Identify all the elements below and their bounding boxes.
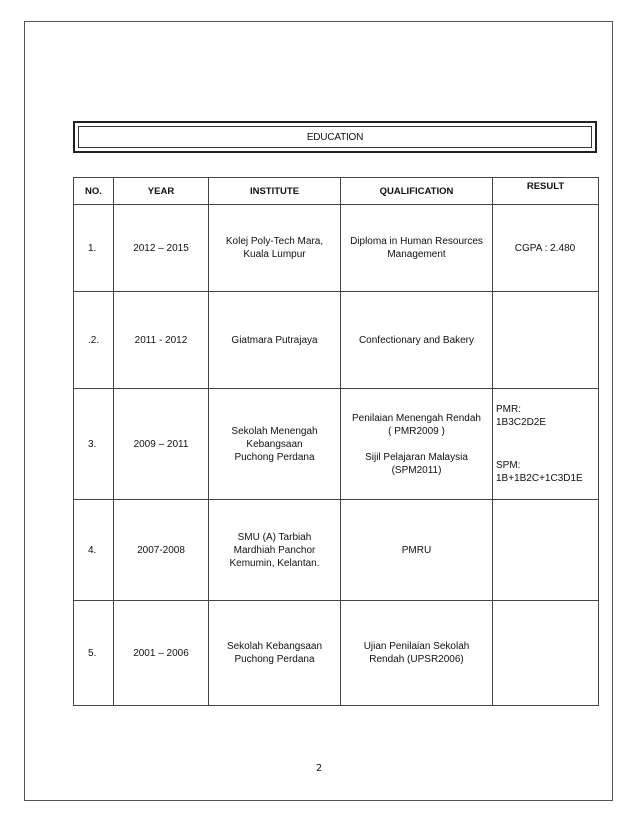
- row-qualification: [341, 292, 493, 389]
- row-number: 5.: [74, 601, 114, 706]
- institute-line: Sekolah Menengah: [231, 425, 318, 437]
- table-row: [74, 205, 599, 292]
- page-number: 2: [315, 763, 323, 774]
- row-qualification: [341, 205, 493, 292]
- result-line: CGPA : 2.480: [514, 242, 576, 254]
- row-institute: [209, 389, 341, 500]
- institute-line: Sekolah Kebangsaan: [226, 641, 323, 652]
- row-year: 2012 – 2015: [114, 205, 209, 292]
- institute-line: Kolej Poly-Tech Mara,: [225, 236, 324, 247]
- table-row: [74, 500, 599, 601]
- header-qualification: QUALIFICATION: [341, 178, 493, 205]
- result-line: 1B3C2D2E: [496, 417, 547, 428]
- qualification-line: (SPM2011): [391, 464, 442, 476]
- section-title-box: [73, 121, 597, 153]
- row-qualification: [341, 500, 493, 601]
- institute-line: Kuala Lumpur: [243, 249, 306, 260]
- institute-line: Puchong Perdana: [234, 451, 315, 463]
- row-institute: [209, 205, 341, 292]
- row-result: [493, 205, 599, 292]
- row-number: .2.: [74, 292, 114, 389]
- table-header-row: [74, 178, 599, 205]
- result-spacer: [496, 429, 594, 459]
- header-result: RESULT: [493, 178, 599, 205]
- qualification-line: Management: [387, 249, 446, 260]
- table-row: [74, 292, 599, 389]
- result-line: SPM:: [496, 460, 521, 471]
- qualification-line: ( PMR2009 ): [388, 425, 445, 437]
- row-institute: [209, 292, 341, 389]
- row-year: 2007-2008: [114, 500, 209, 601]
- row-number: 4.: [74, 500, 114, 601]
- qualification-spacer: [345, 438, 488, 451]
- institute-line: Kemumin, Kelantan.: [229, 557, 320, 569]
- qualification-line: Diploma in Human Resources: [350, 236, 483, 247]
- row-qualification: [341, 601, 493, 706]
- table-row: [74, 601, 599, 706]
- row-number: 1.: [74, 205, 114, 292]
- table-row: [74, 389, 599, 500]
- row-result: [493, 500, 599, 601]
- row-year: 2001 – 2006: [114, 601, 209, 706]
- row-result: [493, 389, 599, 500]
- section-title: EDUCATION: [78, 126, 592, 148]
- header-year: YEAR: [114, 178, 209, 205]
- qualification-line: Penilaian Menengah Rendah: [352, 412, 481, 424]
- institute-line: Kebangsaan: [246, 438, 303, 450]
- row-result: [493, 601, 599, 706]
- row-result: [493, 292, 599, 389]
- row-number: 3.: [74, 389, 114, 500]
- institute-line: Mardhiah Panchor: [233, 544, 316, 556]
- education-table: [73, 177, 599, 706]
- row-institute: [209, 601, 341, 706]
- result-line: PMR:: [496, 404, 521, 415]
- row-qualification: [341, 389, 493, 500]
- header-institute: INSTITUTE: [209, 178, 341, 205]
- result-line: 1B+1B2C+1C3D1E: [496, 473, 583, 484]
- institute-line: SMU (A) Tarbiah: [237, 531, 312, 543]
- qualification-line: Confectionary and Bakery: [358, 334, 475, 346]
- row-institute: [209, 500, 341, 601]
- qualification-line: PMRU: [401, 544, 432, 556]
- header-no: NO.: [74, 178, 114, 205]
- qualification-line: Ujian Penilaian Sekolah: [363, 641, 470, 652]
- qualification-line: Sijil Pelajaran Malaysia: [365, 451, 468, 463]
- institute-line: Giatmara Putrajaya: [231, 334, 318, 346]
- row-year: 2009 – 2011: [114, 389, 209, 500]
- row-year: 2011 - 2012: [114, 292, 209, 389]
- institute-line: Puchong Perdana: [234, 654, 315, 665]
- qualification-line: Rendah (UPSR2006): [369, 654, 464, 665]
